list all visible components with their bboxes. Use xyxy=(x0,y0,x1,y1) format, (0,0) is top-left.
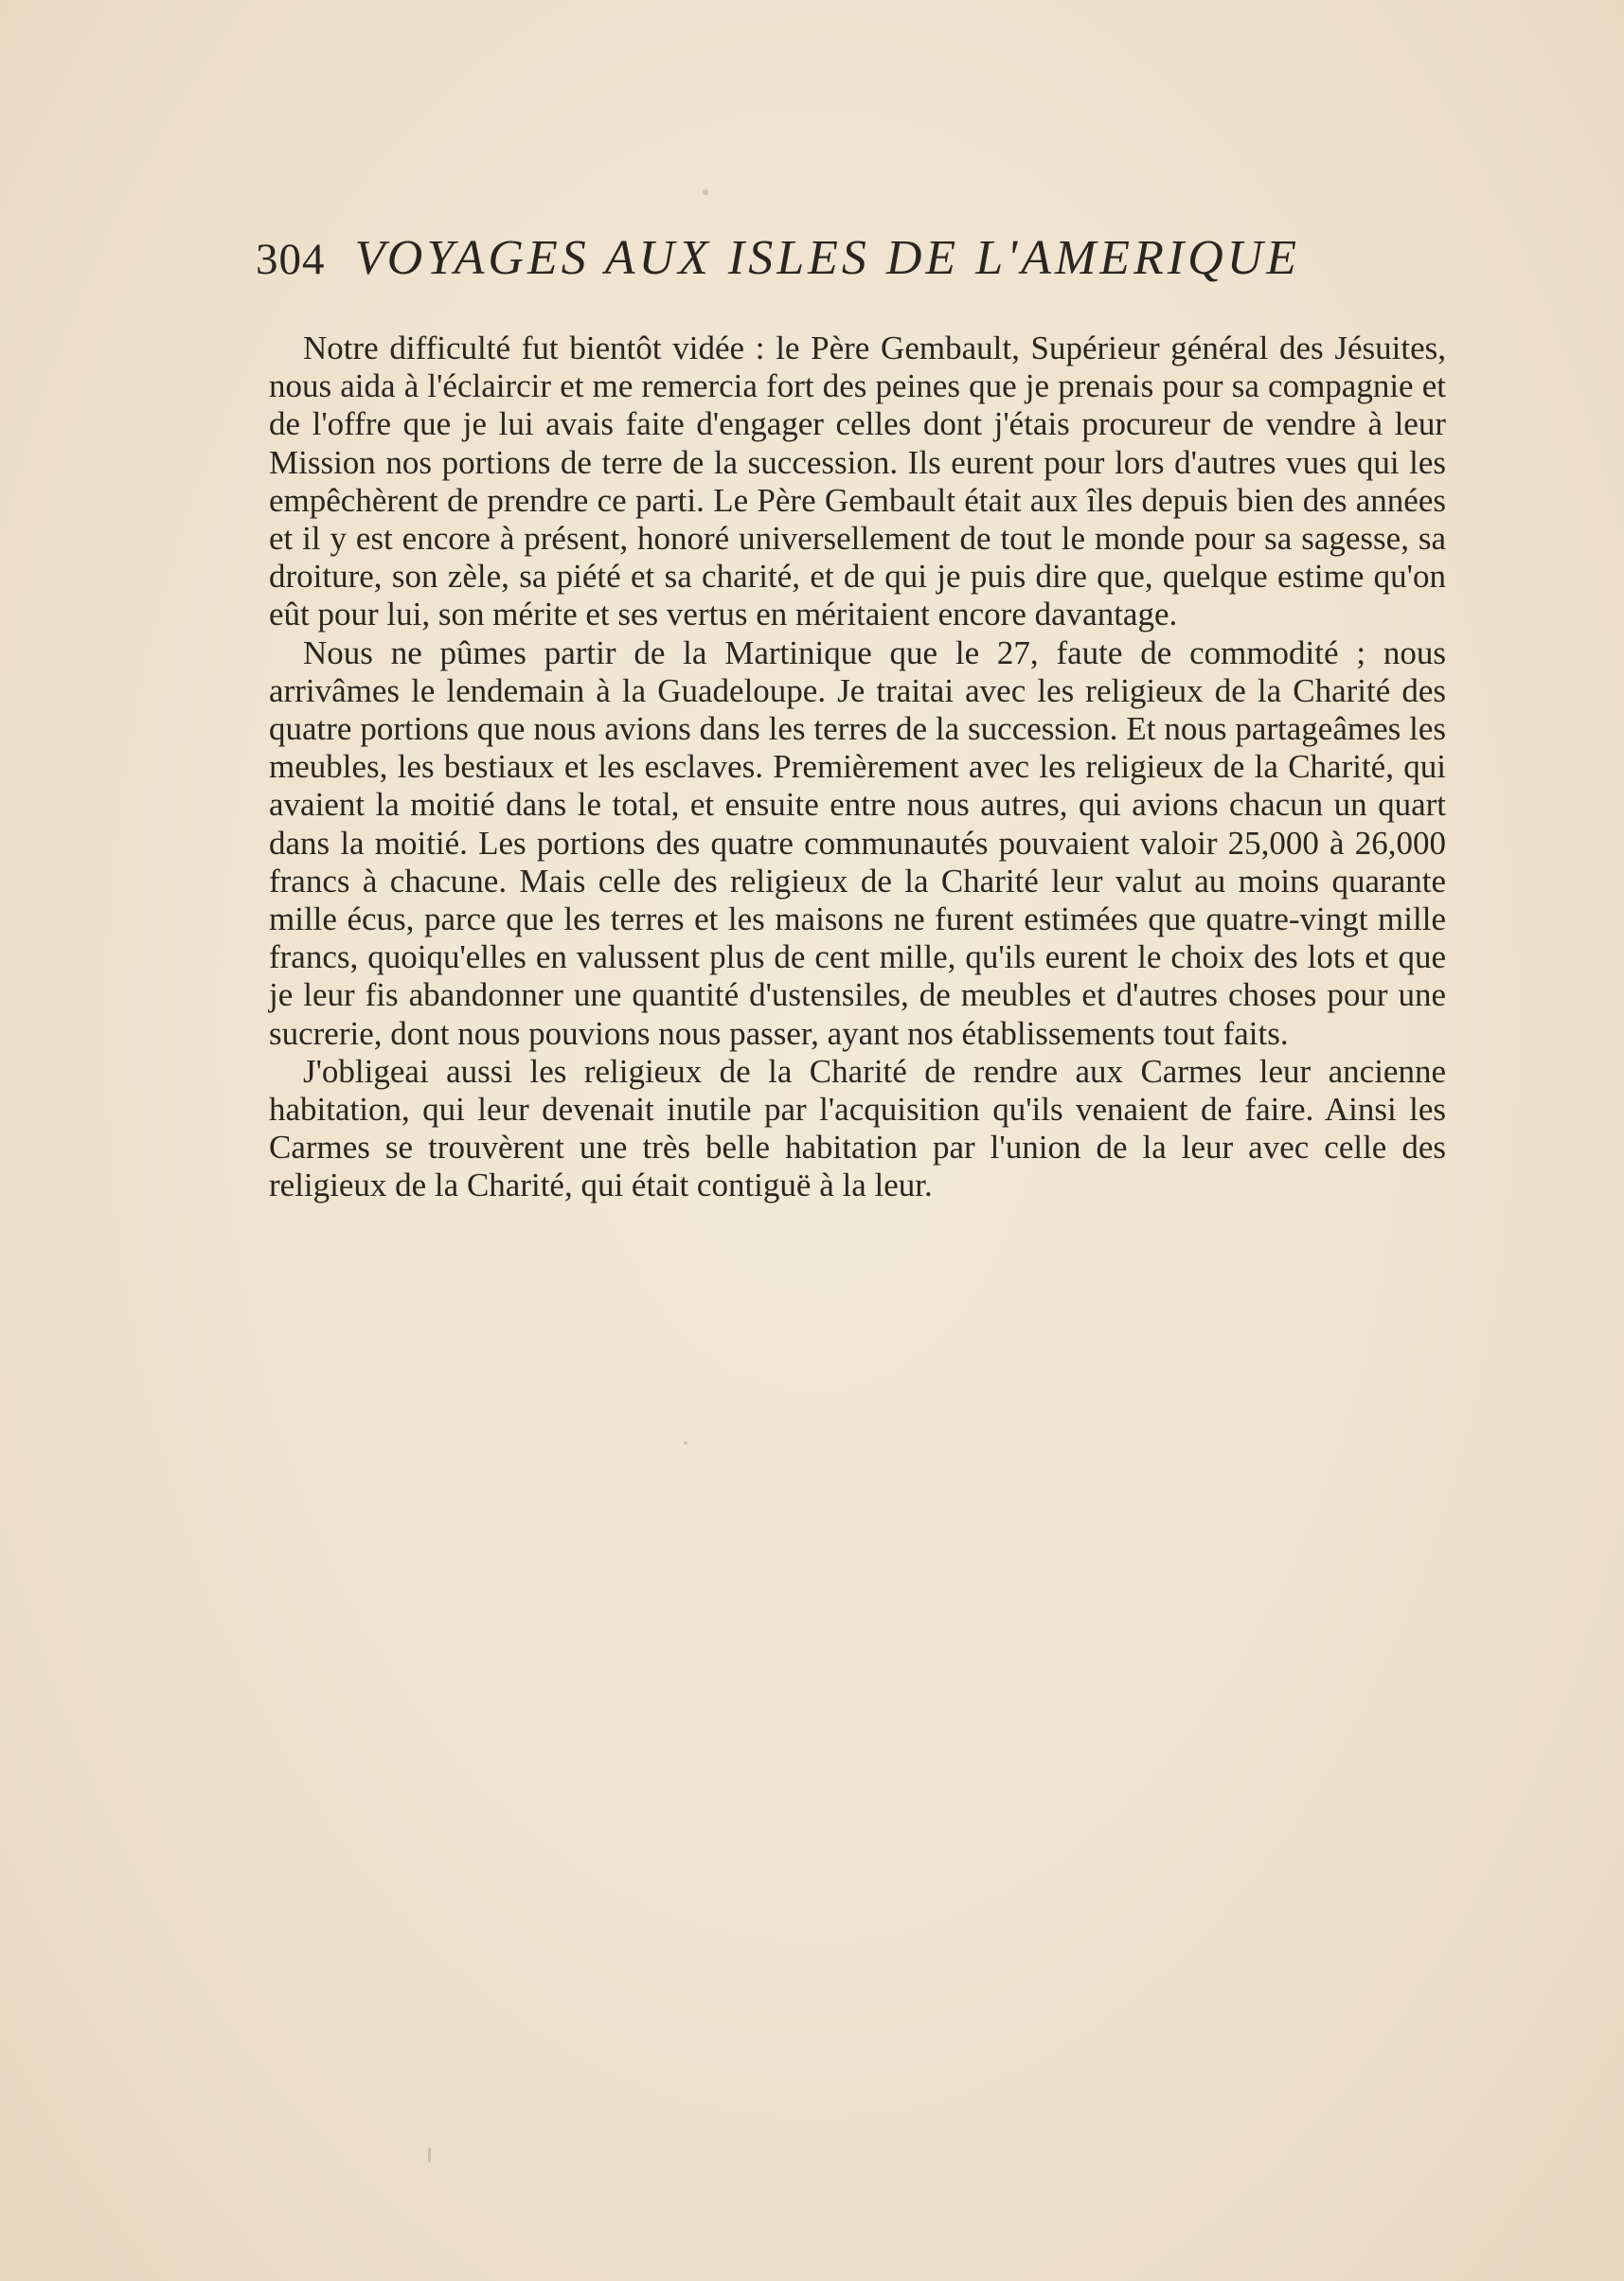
paragraph-3: J'obligeai aussi les religieux de la Charité de rendre aux Carmes leur ancienne habitation, qui leur devenait inutile par l'acquisition qu'ils venaient de faire. Ainsi les Carmes se trouvèrent une très belle habitation par l'union de la leur avec celle des religieux de la Charité, qui était contiguë à la leur. xyxy=(269,1052,1446,1204)
paper-speck xyxy=(703,189,708,195)
paper-speck xyxy=(428,2147,431,2163)
page-number: 304 xyxy=(256,235,326,284)
paragraph-1: Notre difficulté fut bientôt vidée : le Père Gembault, Supérieur général des Jésuites, nous aida à l'éclaircir et me remercia fort des peines que je prenais pour sa compagnie et de l'offre que je lui avais faite d'engager celles dont j'étais procureur de vendre à leur Mission nos portions de terre de la succession. Ils eurent pour lors d'autres vues qui les empêchèrent de prendre ce parti. Le Père Gembault était aux îles depuis bien des années et il y est encore à présent, honoré universellement de tout le monde pour sa sagesse, sa droiture, son zèle, sa piété et sa charité, et de qui je puis dire que, quelque estime qu'on eût pour lui, son mérite et ses vertus en méritaient encore davantage. xyxy=(269,330,1446,633)
paragraph-2: Nous ne pûmes partir de la Martinique que le 27, faute de commodité ; nous arrivâmes le lendemain à la Guadeloupe. Je traitai avec les religieux de la Charité des quatre portions que nous avions dans les terres de la succession. Et nous partageâmes les meubles, les bestiaux et les esclaves. Premièrement avec les religieux de la Charité, qui avaient la moitié dans le total, et ensuite entre nous autres, qui avions chacun un quart dans la moitié. Les portions des quatre communautés pouvaient valoir 25,000 à 26,000 francs à chacune. Mais celle des religieux de la Charité leur valut au moins quarante mille écus, parce que les terres et les maisons ne furent estimées que quatre-vingt mille francs, quoiqu'elles en valussent plus de cent mille, qu'ils eurent le choix des lots et que je leur fis abandonner une quantité d'ustensiles, de meubles et d'autres choses pour une sucrerie, dont nous pouvions nous passer, ayant nos établissements tout faits. xyxy=(269,633,1446,1052)
running-title: VOYAGES AUX ISLES DE L'AMERIQUE xyxy=(354,231,1301,285)
body-text xyxy=(269,330,1446,1205)
paper-speck xyxy=(684,1441,687,1445)
page-header xyxy=(256,230,1449,296)
